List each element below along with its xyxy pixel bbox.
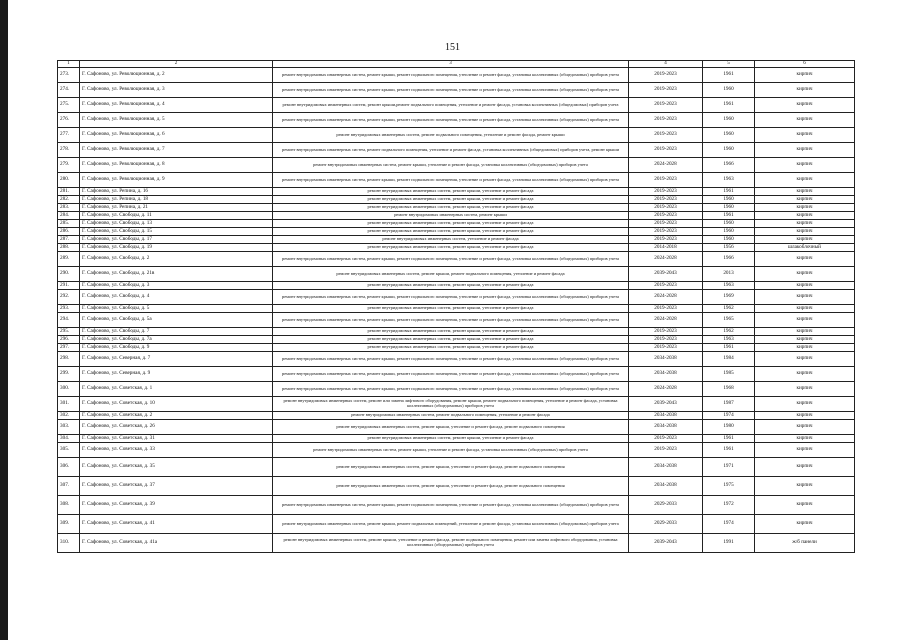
row-number-cell: 300. (58, 382, 80, 397)
repair-period-cell: 2019-2023 (629, 212, 703, 220)
construction-year-cell: 1961 (703, 188, 755, 196)
address-cell: Г. Сафоново, ул. Репина, д. 18 (80, 196, 273, 204)
row-number-cell: 308. (58, 496, 80, 515)
row-number-cell: 299. (58, 367, 80, 382)
construction-year-cell: 1975 (703, 477, 755, 496)
row-number-cell: 277. (58, 128, 80, 143)
construction-year-cell: 1961 (703, 212, 755, 220)
construction-year-cell: 1961 (703, 68, 755, 83)
address-cell: Г. Сафоново, ул. Революционная, д. 9 (80, 173, 273, 188)
construction-year-cell: 1962 (703, 305, 755, 313)
repair-period-cell: 2019-2023 (629, 98, 703, 113)
row-number-cell: 306. (58, 458, 80, 477)
repair-works-cell: ремонт внутридомовых инженерных систем, ремонт крыши, утепление и ремонт фасада (273, 196, 629, 204)
repair-period-cell: 2019-2023 (629, 282, 703, 290)
column-number: 2 (80, 61, 273, 68)
column-number: 3 (273, 61, 629, 68)
table-row (58, 328, 855, 336)
address-cell: Г. Сафоново, ул. Советская, д. 33 (80, 443, 273, 458)
address-cell: Г. Сафоново, ул. Советская, д. 31 (80, 435, 273, 443)
table-row (58, 305, 855, 313)
column-number-row (58, 61, 855, 68)
repair-period-cell: 2039-2043 (629, 267, 703, 282)
table-row (58, 244, 855, 252)
row-number-cell: 301. (58, 397, 80, 412)
wall-material-cell: кирпич (755, 83, 855, 98)
table-row (58, 477, 855, 496)
repair-works-cell: ремонт внутридомовых инженерных систем, ремонт подвального помещения, утепление и ремонт фасада (273, 412, 629, 420)
repair-period-cell: 2019-2023 (629, 435, 703, 443)
row-number-cell: 297. (58, 344, 80, 352)
construction-year-cell: 1960 (703, 113, 755, 128)
table-row (58, 143, 855, 158)
table-row (58, 496, 855, 515)
column-number: 1 (58, 61, 80, 68)
column-number: 4 (629, 61, 703, 68)
table-row (58, 420, 855, 435)
construction-year-cell: 1974 (703, 515, 755, 534)
repair-works-cell: ремонт внутридомовых инженерных систем, ремонт крыши, утепление и ремонт фасада (273, 305, 629, 313)
address-cell: Г. Сафоново, ул. Северная, д. 7 (80, 352, 273, 367)
table-row (58, 113, 855, 128)
address-cell: Г. Сафоново, ул. Свободы, д. 3 (80, 282, 273, 290)
construction-year-cell: 1962 (703, 328, 755, 336)
repair-period-cell: 2019-2023 (629, 336, 703, 344)
wall-material-cell: кирпич (755, 420, 855, 435)
table-row (58, 212, 855, 220)
repair-period-cell: 2019-2023 (629, 204, 703, 212)
row-number-cell: 298. (58, 352, 80, 367)
repair-works-cell: ремонт внутридомовых инженерных систем, ремонт крыши, ремонт подвального помещения, утепление и ремонт фасада, установка коллективных (общедомовых) приборов учета (273, 68, 629, 83)
row-number-cell: 287. (58, 236, 80, 244)
construction-year-cell: 1966 (703, 158, 755, 173)
row-number-cell: 307. (58, 477, 80, 496)
table-row (58, 435, 855, 443)
address-cell: Г. Сафоново, ул. Свободы, д. 21в (80, 267, 273, 282)
wall-material-cell: кирпич (755, 290, 855, 305)
wall-material-cell: кирпич (755, 412, 855, 420)
repair-period-cell: 2029-2033 (629, 515, 703, 534)
repair-works-cell: ремонт внутридомовых инженерных систем, ремонт крыши, утепление и ремонт фасада (273, 344, 629, 352)
construction-year-cell: 1963 (703, 173, 755, 188)
construction-year-cell: 1961 (703, 435, 755, 443)
construction-year-cell: 1960 (703, 228, 755, 236)
repair-period-cell: 2019-2023 (629, 188, 703, 196)
construction-year-cell: 1963 (703, 336, 755, 344)
row-number-cell: 286. (58, 228, 80, 236)
table-row (58, 515, 855, 534)
wall-material-cell: кирпич (755, 352, 855, 367)
wall-material-cell: кирпич (755, 158, 855, 173)
construction-year-cell: 1991 (703, 534, 755, 553)
repair-works-cell: ремонт внутридомовых инженерных систем, ремонт или замена лифтового оборудования, ремонт крыши, ремонт подвального помещения, утепление и ремонт фасада, установка коллективных (общедомовых) приборов учета (273, 397, 629, 412)
wall-material-cell: кирпич (755, 458, 855, 477)
repair-works-cell: ремонт внутридомовых инженерных систем, ремонт крыши, утепление и ремонт фасада (273, 282, 629, 290)
row-number-cell: 283. (58, 204, 80, 212)
table-row (58, 336, 855, 344)
repair-works-cell: ремонт внутридомовых инженерных систем, ремонт крыши, утепление и ремонт фасада, ремонт подвального помещения, ремонт или замена лифтового оборудования, установка коллективных (общедомовых) приборов учета (273, 534, 629, 553)
repair-works-cell: ремонт внутридомовых инженерных систем, ремонт подвального помещения, утепление и ремонт фасада, ремонт крыши (273, 128, 629, 143)
address-cell: Г. Сафоново, ул. Свободы, д. 9 (80, 344, 273, 352)
address-cell: Г. Сафоново, ул. Советская, д. 1 (80, 382, 273, 397)
address-cell: Г. Сафоново, ул. Свободы, д. 7 (80, 328, 273, 336)
table-body (58, 61, 855, 553)
wall-material-cell: кирпич (755, 336, 855, 344)
table-row (58, 204, 855, 212)
repair-works-cell: ремонт внутридомовых инженерных систем, ремонт крыши, утепление и ремонт фасада, ремонт подвального помещения (273, 477, 629, 496)
table-row (58, 196, 855, 204)
repair-works-cell: ремонт внутридомовых инженерных систем, ремонт крыши, ремонт подвального помещения, утепление и ремонт фасада, установка коллективных (общедомовых) приборов учета (273, 173, 629, 188)
repair-works-cell: ремонт внутридомовых инженерных систем, ремонт крыши, утепление и ремонт фасада (273, 244, 629, 252)
wall-material-cell: кирпич (755, 477, 855, 496)
construction-year-cell: 1961 (703, 443, 755, 458)
repair-works-cell: ремонт внутридомовых инженерных систем, ремонт подвального помещения, утепление и ремонт фасада, установка коллективных (общедомовых) приборов учета, ремонт крыши (273, 143, 629, 158)
row-number-cell: 273. (58, 68, 80, 83)
table-row (58, 68, 855, 83)
repair-works-cell: ремонт внутридомовых инженерных систем, ремонт крыши, утепление и ремонт фасада (273, 435, 629, 443)
wall-material-cell: кирпич (755, 382, 855, 397)
repair-works-cell: ремонт внутридомовых инженерных систем, ремонт крыши, утепление и ремонт фасада, ремонт подвального помещения (273, 458, 629, 477)
repair-works-cell: ремонт внутридомовых инженерных систем, ремонт крыши, утепление и ремонт фасада, установка коллективных (общедомовых) приборов учета (273, 158, 629, 173)
repair-period-cell: 2019-2023 (629, 305, 703, 313)
repair-works-cell: ремонт внутридомовых инженерных систем, ремонт крыши, ремонт подвального помещения, утепление и ремонт фасада, установка коллективных (общедомовых) приборов учета (273, 367, 629, 382)
repair-works-cell: ремонт внутридомовых инженерных систем, ремонт крыши, ремонт подвального помещения, утепление и ремонт фасада, установка коллективных (общедомовых) приборов учета (273, 83, 629, 98)
repair-period-cell: 2034-2038 (629, 367, 703, 382)
wall-material-cell: кирпич (755, 196, 855, 204)
repair-period-cell: 2019-2023 (629, 443, 703, 458)
repair-works-cell: ремонт внутридомовых инженерных систем, ремонт крыши, утепление и ремонт фасада (273, 220, 629, 228)
construction-year-cell: 1965 (703, 313, 755, 328)
address-cell: Г. Сафоново, ул. Революционная, д. 6 (80, 128, 273, 143)
row-number-cell: 293. (58, 305, 80, 313)
table-row (58, 290, 855, 305)
construction-year-cell: 1972 (703, 496, 755, 515)
table-row (58, 252, 855, 267)
repair-period-cell: 2019-2023 (629, 143, 703, 158)
housing-repair-table (57, 60, 855, 553)
repair-period-cell: 2034-2038 (629, 420, 703, 435)
address-cell: Г. Сафоново, ул. Революционная, д. 8 (80, 158, 273, 173)
construction-year-cell: 1984 (703, 352, 755, 367)
row-number-cell: 281. (58, 188, 80, 196)
repair-works-cell: ремонт внутридомовых инженерных систем, ремонт крыши, ремонт подвального помещения, утепление и ремонт фасада, установка коллективных (общедомовых) приборов учета (273, 496, 629, 515)
address-cell: Г. Сафоново, ул. Советская, д. 26 (80, 420, 273, 435)
wall-material-cell: кирпич (755, 267, 855, 282)
repair-period-cell: 2019-2023 (629, 68, 703, 83)
wall-material-cell: кирпич (755, 173, 855, 188)
wall-material-cell: кирпич (755, 128, 855, 143)
table-row (58, 352, 855, 367)
wall-material-cell: кирпич (755, 212, 855, 220)
wall-material-cell: кирпич (755, 188, 855, 196)
row-number-cell: 305. (58, 443, 80, 458)
repair-works-cell: ремонт внутридомовых инженерных систем, ремонт крыши, утепление и ремонт фасада (273, 204, 629, 212)
repair-period-cell: 2019-2023 (629, 196, 703, 204)
table-row (58, 443, 855, 458)
address-cell: Г. Сафоново, ул. Советская, д. 35 (80, 458, 273, 477)
construction-year-cell: 1960 (703, 220, 755, 228)
repair-period-cell: 2039-2043 (629, 534, 703, 553)
address-cell: Г. Сафоново, ул. Революционная, д. 4 (80, 98, 273, 113)
construction-year-cell: 1987 (703, 397, 755, 412)
row-number-cell: 274. (58, 83, 80, 98)
wall-material-cell: кирпич (755, 220, 855, 228)
table-row (58, 83, 855, 98)
construction-year-cell: 1960 (703, 236, 755, 244)
address-cell: Г. Сафоново, ул. Советская, д. 2 (80, 412, 273, 420)
repair-works-cell: ремонт внутридомовых инженерных систем, ремонт крыши, утепление и ремонт фасада, установка коллективных (общедомовых) приборов учета (273, 443, 629, 458)
repair-period-cell: 2024-2028 (629, 158, 703, 173)
row-number-cell: 295. (58, 328, 80, 336)
repair-period-cell: 2029-2033 (629, 496, 703, 515)
construction-year-cell: 1961 (703, 98, 755, 113)
row-number-cell: 296. (58, 336, 80, 344)
row-number-cell: 294. (58, 313, 80, 328)
repair-period-cell: 2034-2038 (629, 477, 703, 496)
address-cell: Г. Сафоново, ул. Свободы, д. 5 (80, 305, 273, 313)
repair-works-cell: ремонт внутридомовых инженерных систем, ремонт крыши, ремонт подвального помещения, утепление и ремонт фасада, установка коллективных (общедомовых) приборов учета (273, 252, 629, 267)
address-cell: Г. Сафоново, ул. Революционная, д. 2 (80, 68, 273, 83)
wall-material-cell: кирпич (755, 68, 855, 83)
wall-material-cell: кирпич (755, 496, 855, 515)
repair-period-cell: 2019-2023 (629, 113, 703, 128)
wall-material-cell: кирпич (755, 313, 855, 328)
address-cell: Г. Сафоново, ул. Свободы, д. 15 (80, 228, 273, 236)
wall-material-cell: кирпич (755, 236, 855, 244)
construction-year-cell: 1960 (703, 204, 755, 212)
address-cell: Г. Сафоново, ул. Советская, д. 41 (80, 515, 273, 534)
row-number-cell: 309. (58, 515, 80, 534)
repair-period-cell: 2034-2038 (629, 412, 703, 420)
construction-year-cell: 1966 (703, 252, 755, 267)
construction-year-cell: 2013 (703, 267, 755, 282)
row-number-cell: 282. (58, 196, 80, 204)
address-cell: Г. Сафоново, ул. Советская, д. 10 (80, 397, 273, 412)
wall-material-cell: ж/б панели (755, 534, 855, 553)
row-number-cell: 292. (58, 290, 80, 305)
column-number: 5 (703, 61, 755, 68)
table-row (58, 98, 855, 113)
address-cell: Г. Сафоново, ул. Советская, д. 41а (80, 534, 273, 553)
wall-material-cell: кирпич (755, 252, 855, 267)
wall-material-cell: кирпич (755, 397, 855, 412)
construction-year-cell: 1980 (703, 420, 755, 435)
address-cell: Г. Сафоново, ул. Свободы, д. 7а (80, 336, 273, 344)
row-number-cell: 303. (58, 420, 80, 435)
row-number-cell: 290. (58, 267, 80, 282)
repair-works-cell: ремонт внутридомовых инженерных систем, ремонт крыши (273, 212, 629, 220)
row-number-cell: 275. (58, 98, 80, 113)
wall-material-cell: кирпич (755, 367, 855, 382)
wall-material-cell: кирпич (755, 443, 855, 458)
construction-year-cell: 1960 (703, 143, 755, 158)
repair-works-cell: ремонт внутридомовых инженерных систем, ремонт крыши, ремонт подвального помещения, утепление и ремонт фасада, установка коллективных (общедомовых) приборов учета (273, 382, 629, 397)
repair-period-cell: 2019-2023 (629, 128, 703, 143)
construction-year-cell: 1971 (703, 458, 755, 477)
table-row (58, 382, 855, 397)
table-row (58, 282, 855, 290)
address-cell: Г. Сафоново, ул. Свободы, д. 5а (80, 313, 273, 328)
address-cell: Г. Сафоново, ул. Свободы, д. 19 (80, 244, 273, 252)
construction-year-cell: 1963 (703, 282, 755, 290)
repair-works-cell: ремонт внутридомовых инженерных систем, ремонт крыши, ремонт подвального помещения, утепление и ремонт фасада, установка коллективных (общедомовых) приборов учета (273, 352, 629, 367)
address-cell: Г. Сафоново, ул. Свободы, д. 17 (80, 236, 273, 244)
repair-period-cell: 2024-2028 (629, 313, 703, 328)
row-number-cell: 291. (58, 282, 80, 290)
address-cell: Г. Сафоново, ул. Репина, д. 16 (80, 188, 273, 196)
table-row (58, 228, 855, 236)
construction-year-cell: 1985 (703, 367, 755, 382)
construction-year-cell: 1974 (703, 412, 755, 420)
repair-works-cell: ремонт внутридомовых инженерных систем, ремонт крыши,ремонт подвального помещения, утепление и ремонт фасада, установка коллективных (общедомовых) приборов учета (273, 98, 629, 113)
row-number-cell: 284. (58, 212, 80, 220)
repair-period-cell: 2024-2028 (629, 382, 703, 397)
row-number-cell: 288. (58, 244, 80, 252)
construction-year-cell: 1969 (703, 290, 755, 305)
repair-period-cell: 2019-2023 (629, 236, 703, 244)
repair-period-cell: 2019-2023 (629, 83, 703, 98)
wall-material-cell: кирпич (755, 228, 855, 236)
repair-works-cell: ремонт внутридомовых инженерных систем, ремонт крыши, ремонт подвальных помещений, утепление и ремонт фасада, установка коллективных (общедомовых) приборов учета (273, 515, 629, 534)
address-cell: Г. Сафоново, ул. Свободы, д. 2 (80, 252, 273, 267)
row-number-cell: 289. (58, 252, 80, 267)
table-row (58, 412, 855, 420)
wall-material-cell: шлакоблочный (755, 244, 855, 252)
table-row (58, 344, 855, 352)
repair-period-cell: 2019-2023 (629, 328, 703, 336)
wall-material-cell: кирпич (755, 435, 855, 443)
table-row (58, 313, 855, 328)
repair-period-cell: 2024-2028 (629, 252, 703, 267)
repair-works-cell: ремонт внутридомовых инженерных систем, ремонт крыши, ремонт подвального помещения, утепление и ремонт фасада, установка коллективных (общедомовых) приборов учета (273, 290, 629, 305)
repair-period-cell: 2034-2038 (629, 458, 703, 477)
repair-period-cell: 2019-2023 (629, 173, 703, 188)
repair-works-cell: ремонт внутридомовых инженерных систем, ремонт крыши, утепление и ремонт фасада (273, 228, 629, 236)
repair-works-cell: ремонт внутридомовых инженерных систем, ремонт крыши, ремонт подвального помещения, утепление и ремонт фасада (273, 267, 629, 282)
table-row (58, 267, 855, 282)
repair-period-cell: 2024-2028 (629, 290, 703, 305)
table-row (58, 367, 855, 382)
construction-year-cell: 1960 (703, 83, 755, 98)
address-cell: Г. Сафоново, ул. Свободы, д. 4 (80, 290, 273, 305)
address-cell: Г. Сафоново, ул. Свободы, д. 13 (80, 220, 273, 228)
repair-period-cell: 2034-2038 (629, 352, 703, 367)
table-row (58, 128, 855, 143)
wall-material-cell: кирпич (755, 143, 855, 158)
repair-period-cell: 2014-2018 (629, 244, 703, 252)
address-cell: Г. Сафоново, ул. Советская, д. 39 (80, 496, 273, 515)
column-number: 6 (755, 61, 855, 68)
address-cell: Г. Сафоново, ул. Северная, д. 9 (80, 367, 273, 382)
repair-works-cell: ремонт внутридомовых инженерных систем, ремонт крыши, утепление и ремонт фасада (273, 328, 629, 336)
address-cell: Г. Сафоново, ул. Революционная, д. 3 (80, 83, 273, 98)
construction-year-cell: 1960 (703, 128, 755, 143)
address-cell: Г. Сафоново, ул. Репина, д. 21 (80, 204, 273, 212)
construction-year-cell: 1956 (703, 244, 755, 252)
wall-material-cell: кирпич (755, 113, 855, 128)
wall-material-cell: кирпич (755, 204, 855, 212)
repair-works-cell: ремонт внутридомовых инженерных систем, утепление и ремонт фасада (273, 236, 629, 244)
row-number-cell: 278. (58, 143, 80, 158)
table-row (58, 236, 855, 244)
wall-material-cell: кирпич (755, 305, 855, 313)
table-row (58, 397, 855, 412)
table-row (58, 173, 855, 188)
address-cell: Г. Сафоново, ул. Революционная, д. 7 (80, 143, 273, 158)
page-number: 151 (445, 42, 460, 53)
address-cell: Г. Сафоново, ул. Свободы, д. 11 (80, 212, 273, 220)
repair-period-cell: 2039-2043 (629, 397, 703, 412)
table-row (58, 220, 855, 228)
construction-year-cell: 1968 (703, 382, 755, 397)
wall-material-cell: кирпич (755, 328, 855, 336)
table-row (58, 158, 855, 173)
row-number-cell: 279. (58, 158, 80, 173)
construction-year-cell: 1960 (703, 196, 755, 204)
repair-works-cell: ремонт внутридомовых инженерных систем, ремонт крыши, утепление и ремонт фасада (273, 336, 629, 344)
row-number-cell: 304. (58, 435, 80, 443)
wall-material-cell: кирпич (755, 282, 855, 290)
repair-period-cell: 2019-2023 (629, 220, 703, 228)
table-row (58, 188, 855, 196)
repair-works-cell: ремонт внутридомовых инженерных систем, ремонт крыши, утепление и ремонт фасада, ремонт подвального помещения (273, 420, 629, 435)
row-number-cell: 280. (58, 173, 80, 188)
repair-works-cell: ремонт внутридомовых инженерных систем, ремонт крыши, утепление и ремонт фасада (273, 188, 629, 196)
table-row (58, 534, 855, 553)
row-number-cell: 285. (58, 220, 80, 228)
repair-works-cell: ремонт внутридомовых инженерных систем, ремонт крыши, ремонт подвального помещения, утепление и ремонт фасада, установка коллективных (общедомовых) приборов учета (273, 113, 629, 128)
row-number-cell: 276. (58, 113, 80, 128)
row-number-cell: 302. (58, 412, 80, 420)
repair-period-cell: 2019-2023 (629, 228, 703, 236)
repair-works-cell: ремонт внутридомовых инженерных систем, ремонт крыши, ремонт подвального помещения, утепление и ремонт фасада, установка коллективных (общедомовых) приборов учета (273, 313, 629, 328)
row-number-cell: 310. (58, 534, 80, 553)
wall-material-cell: кирпич (755, 344, 855, 352)
page-edge-bar (0, 0, 8, 640)
construction-year-cell: 1961 (703, 344, 755, 352)
address-cell: Г. Сафоново, ул. Революционная, д. 5 (80, 113, 273, 128)
address-cell: Г. Сафоново, ул. Советская, д. 37 (80, 477, 273, 496)
wall-material-cell: кирпич (755, 98, 855, 113)
wall-material-cell: кирпич (755, 515, 855, 534)
repair-period-cell: 2019-2023 (629, 344, 703, 352)
table-row (58, 458, 855, 477)
